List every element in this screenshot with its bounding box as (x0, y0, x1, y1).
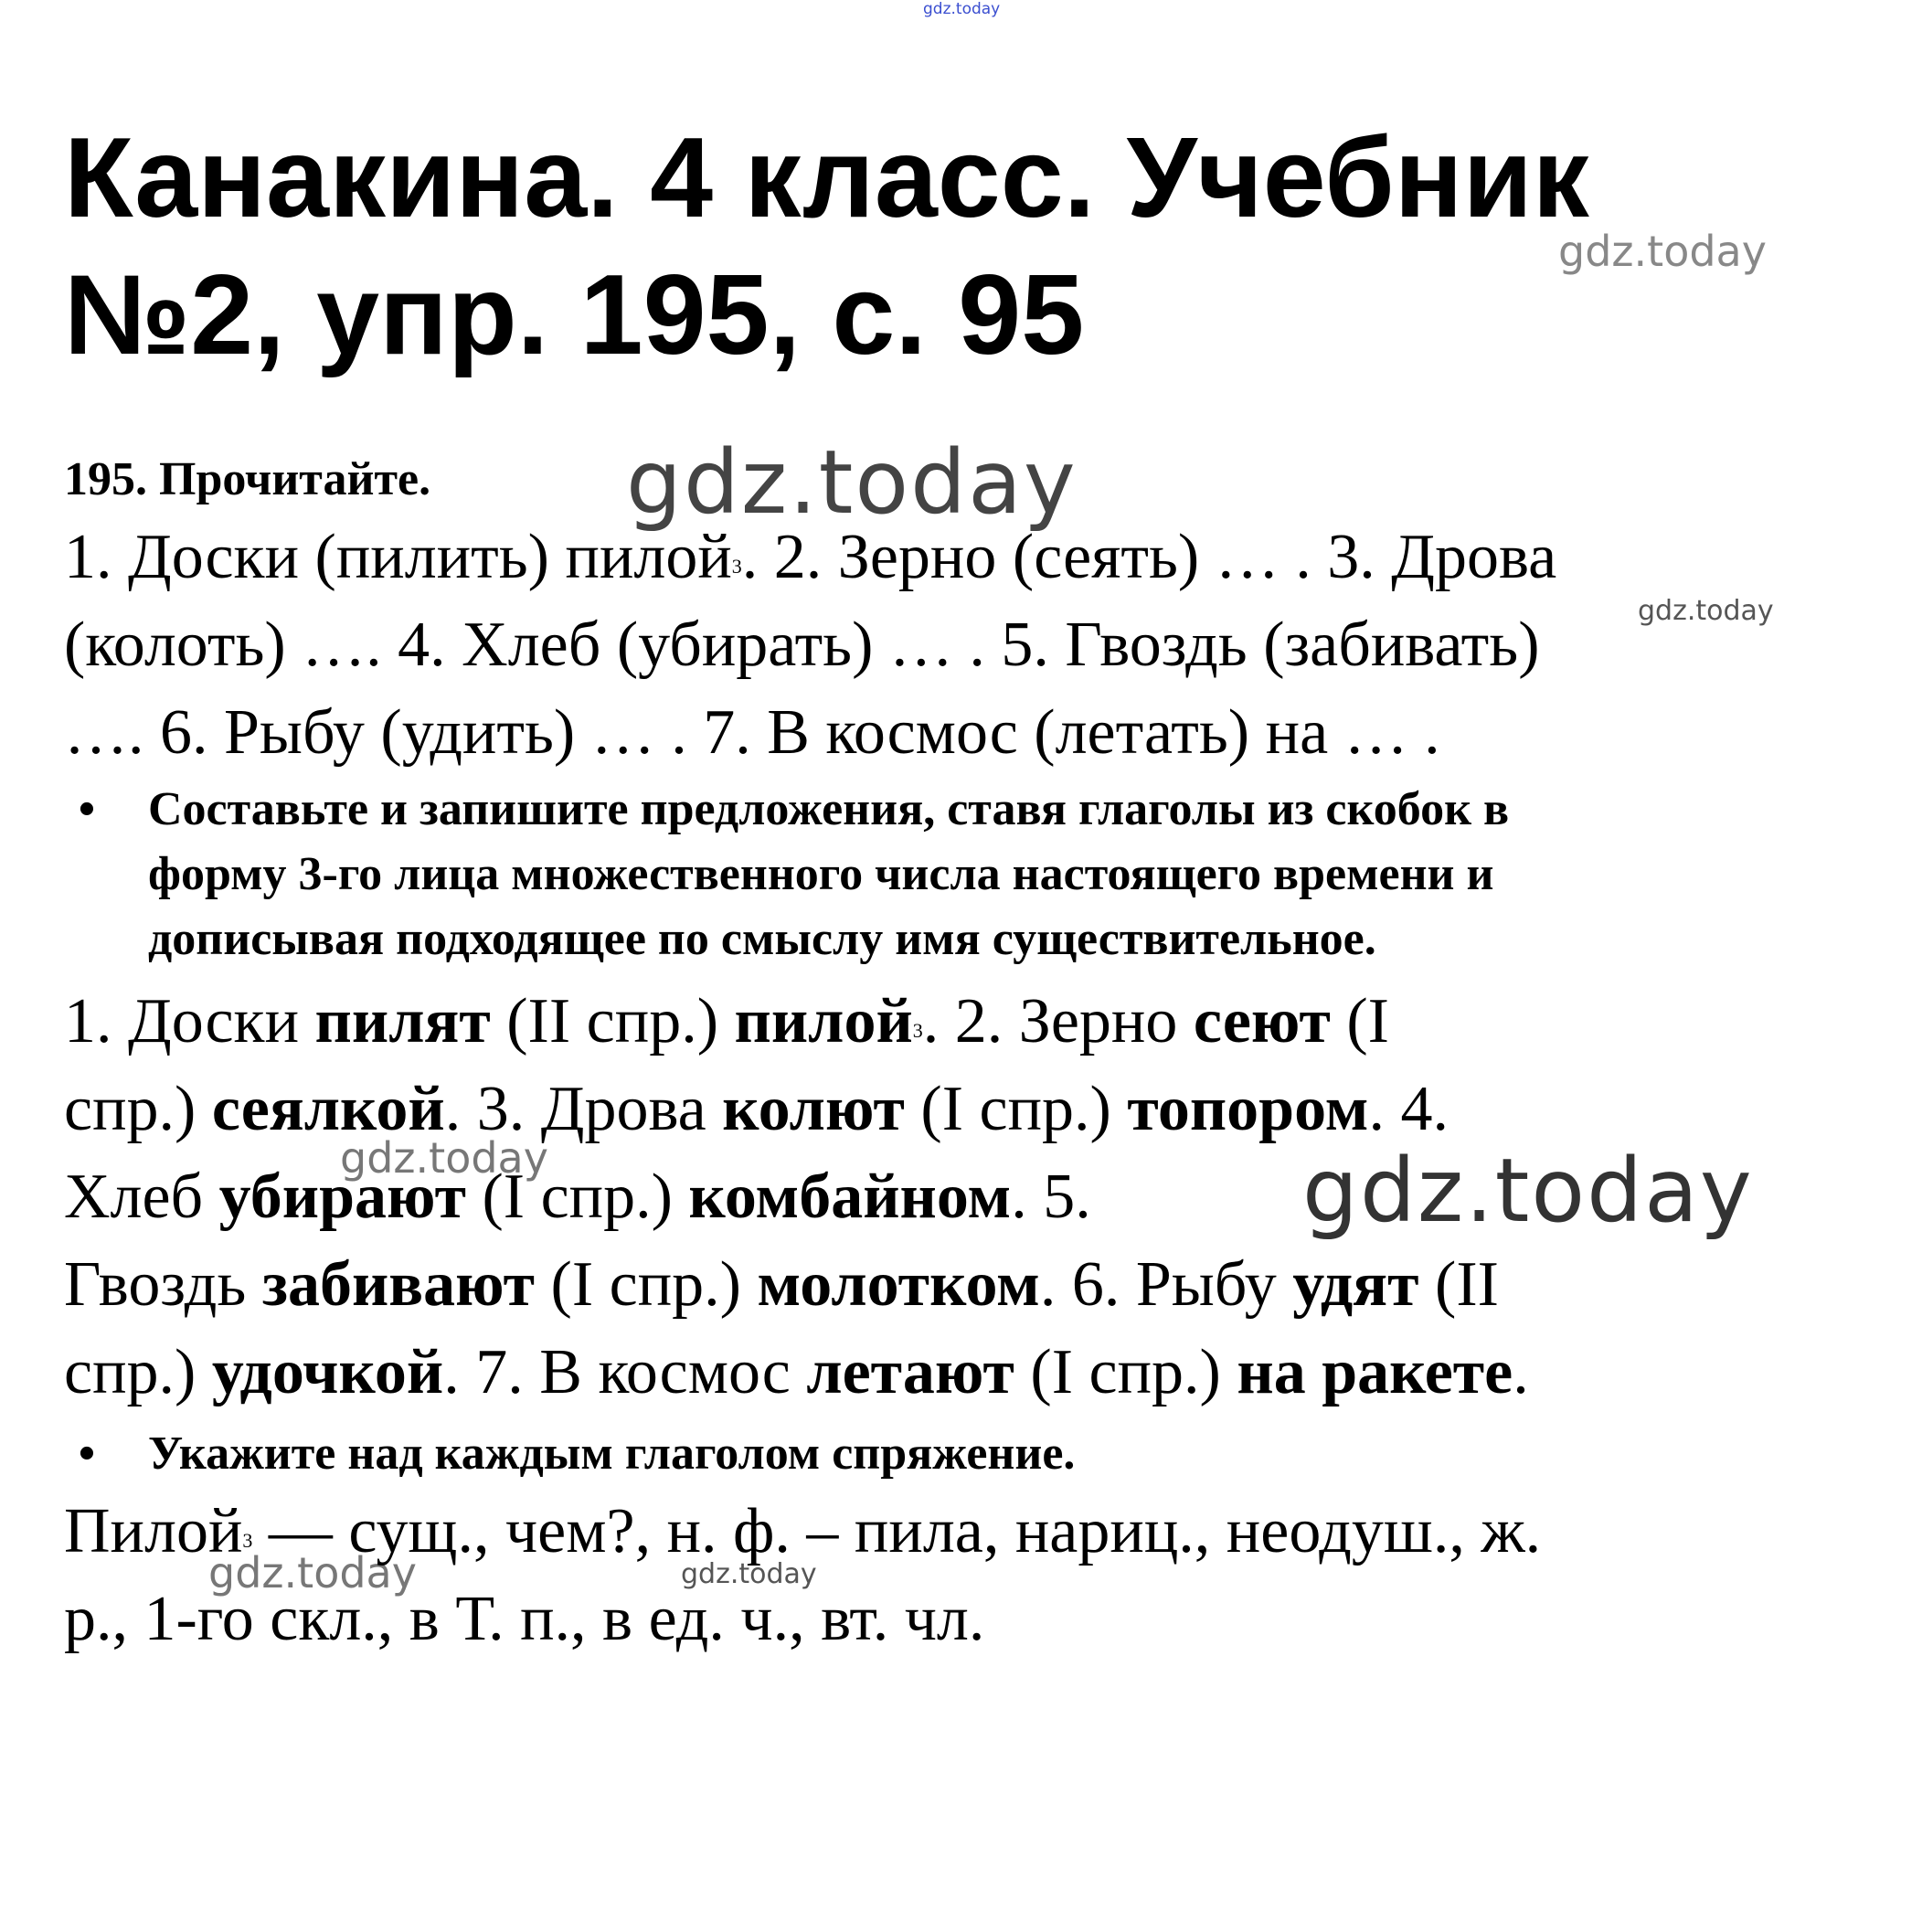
title-line-1: Канакина. 4 класс. Учебник (64, 115, 1589, 241)
bullet-icon: • (78, 783, 96, 835)
instruction-1 (64, 777, 1883, 978)
analysis-text (64, 1488, 1883, 1663)
page-title (64, 110, 1883, 384)
answer-text (64, 978, 1883, 1417)
answer-line-4: Гвоздь забивают (I спр.) молотком. 6. Рыбу удят (II (64, 1249, 1499, 1320)
watermark-medium-1: gdz.today (340, 1133, 548, 1183)
watermark-small-1: gdz.today (1638, 595, 1774, 627)
answer-line-2: спр.) сеялкой. 3. Дрова колют (I спр.) топором. 4. (64, 1074, 1449, 1144)
title-line-2: №2, упр. 195, с. 95 (64, 252, 1085, 378)
answer-line-3: Хлеб убирают (I спр.) комбайном. 5. (64, 1162, 1091, 1232)
task-line-2: (колоть) …. 4. Хлеб (убирать) … . 5. Гвоздь (забивать) (64, 610, 1540, 680)
watermark-small-2: gdz.today (681, 1558, 817, 1590)
instruction-2 (64, 1421, 1883, 1487)
answer-line-1: 1. Доски пилят (II спр.) пилой$^3$. 2. Зерно сеют (I (64, 986, 1389, 1056)
watermark-large-1: gdz.today (626, 431, 1078, 534)
watermark-medium-2: gdz.today (208, 1548, 417, 1598)
instruction-1-line-2: форму 3-го лица множественного числа настоящего времени и (148, 848, 1494, 900)
instruction-2-text: Укажите над каждым глаголом спряжение. (148, 1428, 1076, 1480)
watermark-large-2: gdz.today (1302, 1140, 1754, 1242)
answer-line-5: спр.) удочкой. 7. В космос летают (I спр.) на ракете. (64, 1337, 1529, 1407)
task-line-3: …. 6. Рыбу (удить) … . 7. В космос (летать) на … . (64, 697, 1440, 768)
task-line-1: 1. Доски (пилить) пилой$^3$. 2. Зерно (сеять) … . 3. Дрова (64, 522, 1557, 592)
watermark-title: gdz.today (1558, 227, 1767, 276)
exercise-header: 195. Прочитайте. (64, 453, 431, 505)
instruction-1-line-3: дописывая подходящее по смыслу имя существительное. (148, 913, 1376, 965)
watermark-top: gdz.today (923, 0, 1001, 18)
analysis-line-2: р., 1-го скл., в Т. п., в ед. ч., вт. чл. (64, 1584, 985, 1654)
analysis-line-1: Пилой$^3$ — сущ., чем?, н. ф. – пила, нариц., неодуш., ж. (64, 1496, 1542, 1566)
instruction-1-line-1: Составьте и запишите предложения, ставя глаголы из скобок в (148, 783, 1510, 835)
bullet-icon: • (78, 1428, 96, 1480)
task-text (64, 514, 1883, 777)
